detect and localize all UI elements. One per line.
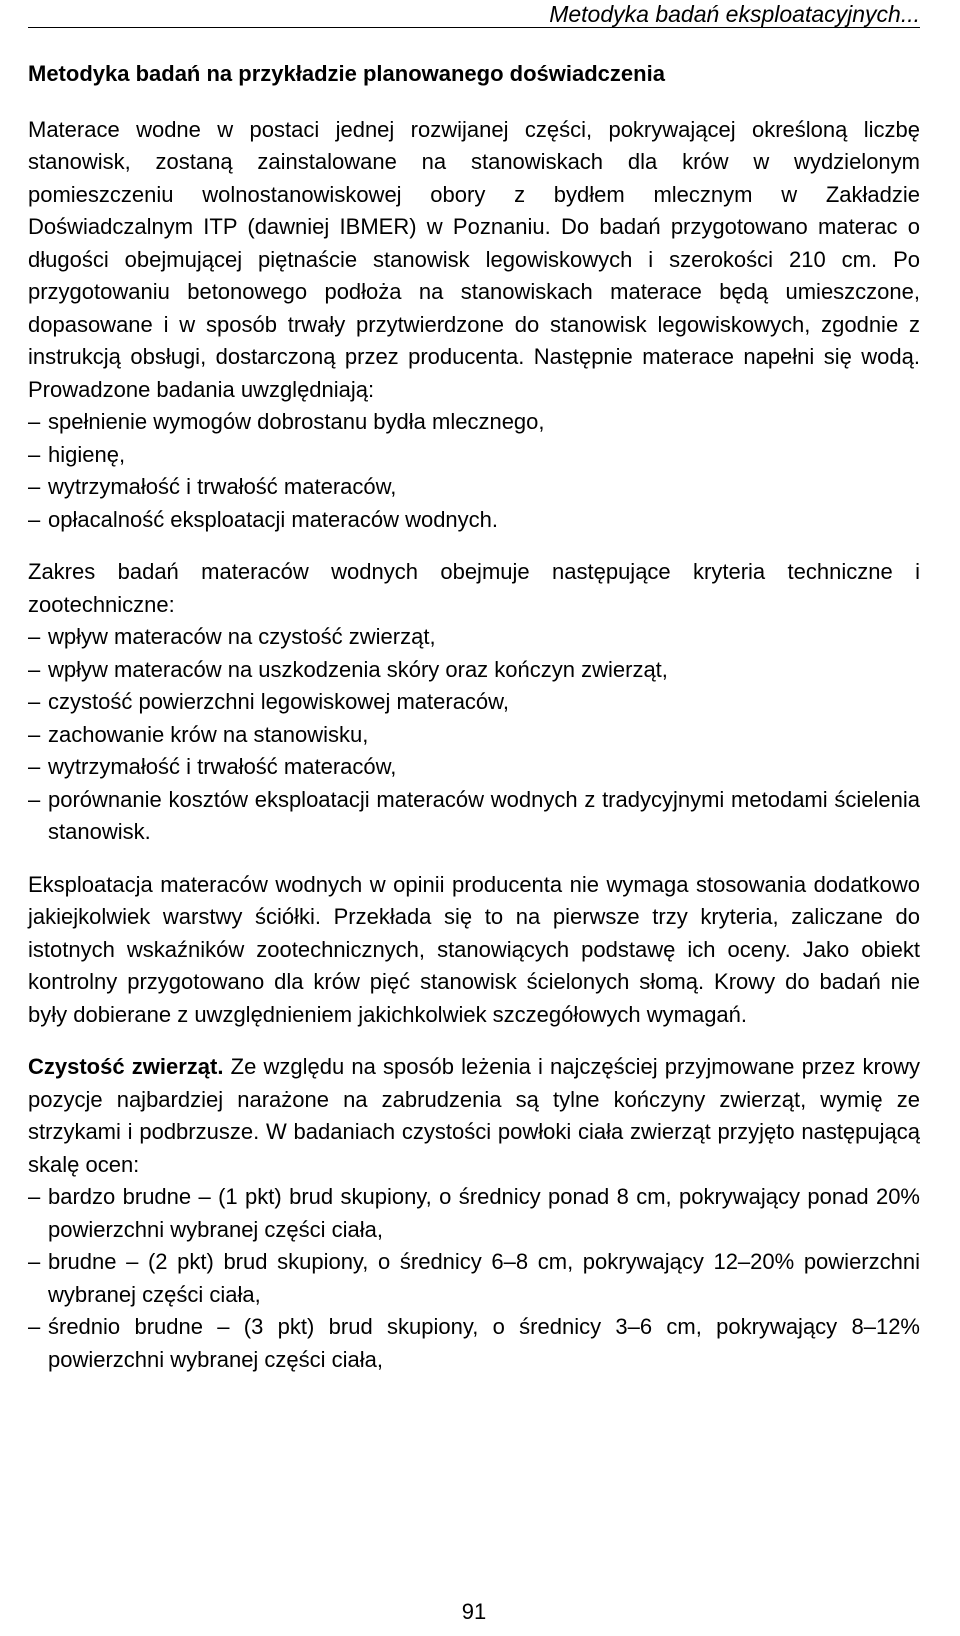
dash-bullet-icon: – (28, 1184, 41, 1209)
scope-paragraph: Zakres badań materaców wodnych obejmuje następujące kryteria techniczne i zootechniczne: (28, 559, 920, 617)
list-item-text: wpływ materaców na czystość zwierząt, (48, 624, 436, 649)
list-item-text: brudne – (2 pkt) brud skupiony, o średnicy 6–8 cm, pokrywający 12–20% powierzchni wybranej części ciała, (48, 1249, 920, 1307)
page-number: 91 (461, 1599, 487, 1624)
cleanliness-paragraph (28, 1051, 920, 1181)
dash-bullet-icon: – (28, 689, 41, 714)
list-item-text: higienę, (48, 441, 126, 467)
list-item-text: spełnienie wymogów dobrostanu bydła mlecznego, (48, 409, 545, 434)
list-item (28, 1246, 920, 1311)
list-item (28, 751, 920, 784)
list-item (28, 504, 920, 537)
list-item (28, 439, 920, 472)
list-item (28, 621, 920, 654)
list-item (28, 719, 920, 752)
list-item (28, 471, 920, 504)
cleanliness-heading: Czystość zwierząt. (28, 1054, 224, 1079)
cleanliness-scale-list (28, 1181, 920, 1376)
dash-bullet-icon: – (28, 786, 41, 812)
spacer (28, 849, 920, 869)
list-item (28, 1181, 920, 1246)
research-aspects-list (28, 406, 920, 536)
dash-bullet-icon: – (28, 1249, 41, 1274)
header-rule (28, 27, 920, 28)
spacer (28, 536, 920, 556)
list-item-text: wytrzymałość i trwałość materaców, (48, 754, 397, 779)
dash-bullet-icon: – (28, 409, 41, 434)
list-item-text: średnio brudne – (3 pkt) brud skupiony, o średnicy 3–6 cm, pokrywający 8–12% powierzchni wybranej części ciała, (48, 1314, 920, 1372)
running-header: Metodyka badań eksploatacyjnych... (549, 1, 920, 27)
list-item (28, 686, 920, 719)
dash-bullet-icon: – (28, 721, 41, 747)
list-item-text: bardzo brudne – (1 pkt) brud skupiony, o średnicy ponad 8 cm, pokrywający ponad 20% powierzchni wybranej części ciała, (48, 1184, 920, 1242)
dash-bullet-icon: – (28, 474, 41, 499)
list-item (28, 406, 920, 439)
page-content (28, 58, 920, 1376)
spacer (28, 1031, 920, 1051)
list-item-text: czystość powierzchni legowiskowej materaców, (48, 689, 509, 714)
intro-paragraph: Materace wodne w postaci jednej rozwijanej części, pokrywającej określoną liczbę stanowisk, zostaną zainstalowane na stanowiskach dla krów w wydzielonym pomieszczeniu wolnostanowiskowej obory z bydłem mlecznym w Zakładzie Doświadczalnym ITP (dawniej IBMER) w Poznaniu. Do badań przygotowano materac o długości obejmującej piętnaście stanowisk legowiskowych i szerokości 210 cm. Po przygotowaniu betonowego podłoża na stanowiskach materace będą umieszczone, dopasowane i w sposób trwały przytwierdzone do stanowisk legowiskowych, zgodnie z instrukcją obsługi, dostarczoną przez producenta. Następnie materace napełni się wodą. Prowadzone badania uwzględniają: (28, 116, 920, 402)
cleanliness-text: Ze względu na sposób leżenia i najczęściej przyjmowane przez krowy pozycje najbardziej narażone na zabrudzenia są tylne kończyny zwierząt, wymię ze strzykami i podbrzusze. W badaniach czystości powłoki ciała zwierząt przyjęto następującą skalę ocen: (28, 1054, 920, 1177)
list-item-text: opłacalność eksploatacji materaców wodnych. (48, 506, 499, 532)
list-item-text: wpływ materaców na uszkodzenia skóry oraz kończyn zwierząt, (48, 656, 668, 682)
list-item (28, 784, 920, 849)
list-item-text: wytrzymałość i trwałość materaców, (48, 474, 397, 499)
dash-bullet-icon: – (28, 441, 41, 467)
criteria-list (28, 621, 920, 849)
dash-bullet-icon: – (28, 506, 41, 532)
list-item (28, 654, 920, 687)
list-item (28, 1311, 920, 1376)
dash-bullet-icon: – (28, 1314, 41, 1339)
document-page (28, 0, 920, 1636)
exploitation-paragraph: Eksploatacja materaców wodnych w opinii producenta nie wymaga stosowania dodatkowo jakiejkolwiek warstwy ściółki. Przekłada się to na pierwsze trzy kryteria, zaliczane do istotnych wskaźników zootechnicznych, stanowiących podstawę ich oceny. Jako obiekt kontrolny przygotowano dla krów pięć stanowisk ścielonych słomą. Krowy do badań nie były dobierane z uwzględnieniem jakichkolwiek szczegółowych wymagań. (28, 871, 920, 1027)
dash-bullet-icon: – (28, 656, 41, 682)
dash-bullet-icon: – (28, 624, 41, 649)
list-item-text: porównanie kosztów eksploatacji materaców wodnych z tradycyjnymi metodami ścielenia stanowisk. (48, 786, 920, 844)
list-item-text: zachowanie krów na stanowisku, (48, 721, 369, 747)
dash-bullet-icon: – (28, 754, 41, 779)
section-title: Metodyka badań na przykładzie planowanego doświadczenia (28, 61, 665, 86)
